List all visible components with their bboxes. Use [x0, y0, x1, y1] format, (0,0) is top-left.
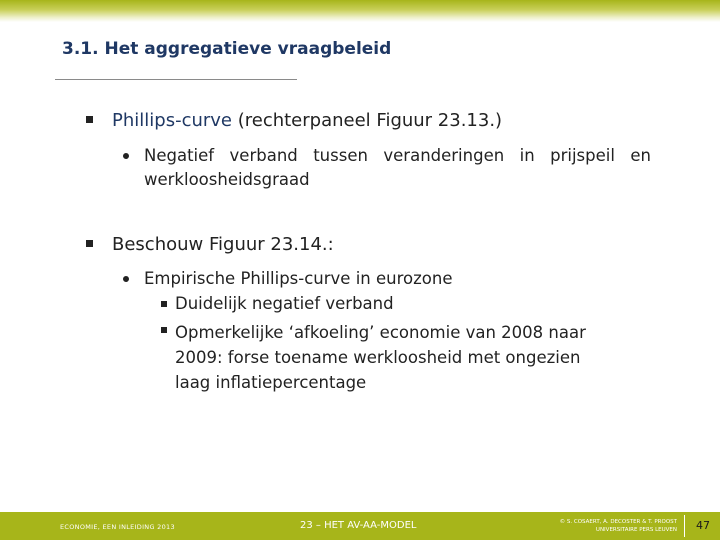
square-bullet-icon — [161, 301, 167, 307]
sub-sub-bullet-line: Opmerkelijke ‘afkoeling’ economie van 2008 naar — [175, 323, 586, 342]
footer-course-title: ECONOMIE, EEN INLEIDING 2013 — [60, 523, 175, 531]
round-bullet-icon — [123, 153, 129, 159]
title-underline — [55, 79, 297, 80]
sub-sub-bullet-afkoeling — [175, 320, 586, 395]
slide-title: 3.1. Het aggregatieve vraagbeleid — [62, 39, 392, 59]
sub-sub-bullet-line: laag inflatiepercentage — [175, 373, 367, 392]
sub-sub-bullet-line: 2009: forse toename werkloosheid met ongezien — [175, 348, 581, 367]
footer-copyright — [537, 518, 677, 534]
header-band — [0, 0, 720, 22]
page-number: 47 — [696, 519, 710, 532]
sub-bullet-negatief-verband — [144, 144, 651, 192]
sub-bullet-empirische — [144, 267, 452, 291]
sub-bullet-text: Empirische Phillips-curve in eurozone — [144, 269, 453, 288]
footer-chapter-title: 23 – HET AV-AA-MODEL — [300, 520, 417, 531]
bullet-text: Beschouw Figuur 23.14.: — [112, 234, 334, 255]
footer-publisher-line: UNIVERSITAIRE PERS LEUVEN — [595, 527, 677, 533]
square-bullet-icon — [161, 327, 167, 333]
bullet-phillips-curve — [112, 110, 502, 131]
square-bullet-icon — [86, 240, 93, 247]
sub-bullet-line: Negatief verband tussen veranderingen in prijspeil en — [144, 146, 651, 165]
slide-footer — [0, 512, 720, 540]
bullet-beschouw-figuur — [112, 234, 334, 255]
square-bullet-icon — [86, 116, 93, 123]
bullet-text: (rechterpaneel Figuur 23.13.) — [232, 110, 503, 131]
footer-divider — [684, 515, 685, 537]
sub-bullet-line: werkloosheidsgraad — [144, 170, 310, 189]
round-bullet-icon — [123, 276, 129, 282]
sub-sub-bullet-duidelijk — [175, 294, 394, 313]
sub-sub-bullet-text: Duidelijk negatief verband — [175, 294, 394, 313]
footer-copyright-line: © S. COSAERT, A. DECOSTER & T. PROOST — [559, 519, 677, 525]
bullet-accent-text: Phillips-curve — [112, 110, 232, 131]
